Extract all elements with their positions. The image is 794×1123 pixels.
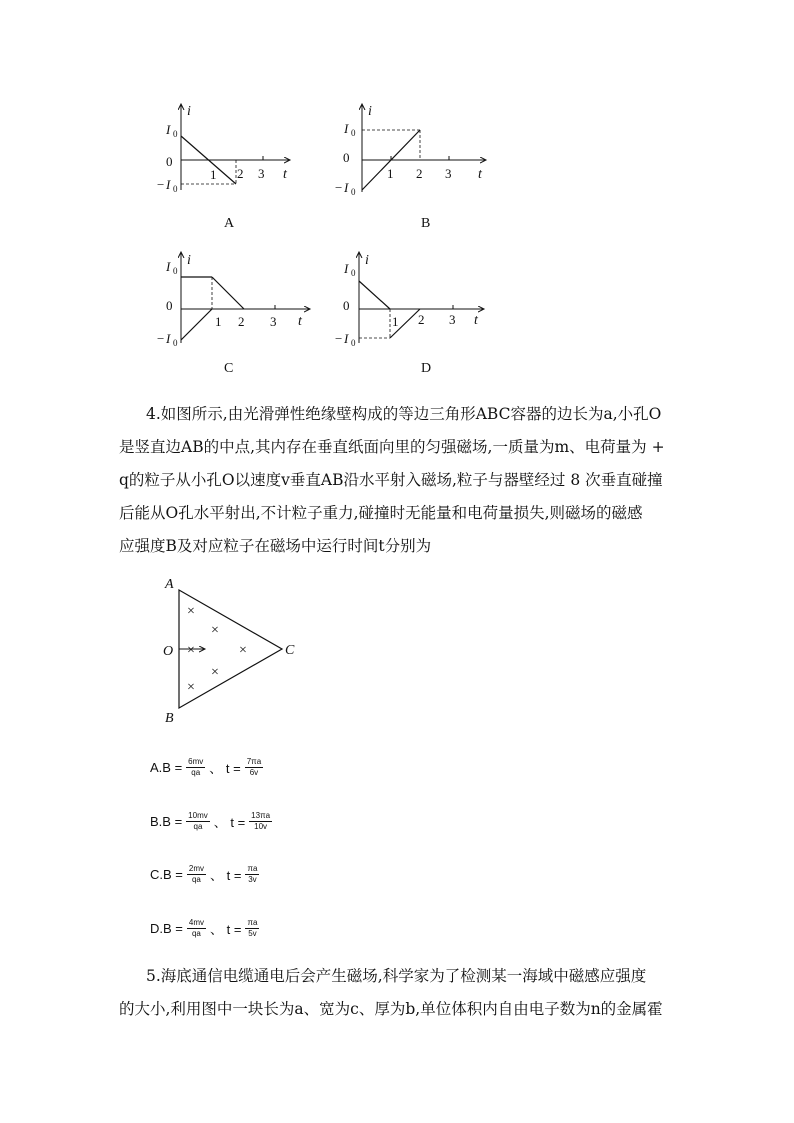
vertex-b-label: B xyxy=(165,711,174,726)
svg-text:1: 1 xyxy=(387,166,394,181)
graph-b xyxy=(335,104,486,197)
axis-t-label: t xyxy=(283,167,287,182)
axis-i-label: i xyxy=(187,104,191,119)
svg-text:3: 3 xyxy=(270,314,277,329)
svg-text:−: − xyxy=(157,177,165,192)
svg-text:0: 0 xyxy=(351,268,356,278)
svg-text:0: 0 xyxy=(343,150,350,165)
svg-text:0: 0 xyxy=(173,129,178,139)
svg-text:3: 3 xyxy=(449,312,456,327)
graph-panel xyxy=(0,0,794,390)
svg-text:0: 0 xyxy=(173,184,178,194)
svg-text:−: − xyxy=(335,180,343,195)
svg-text:I: I xyxy=(166,331,171,346)
svg-text:0: 0 xyxy=(351,338,356,348)
svg-text:0: 0 xyxy=(343,298,350,313)
q5-line-1: 5.海底通信电缆通电后会产生磁场,科学家为了检测某一海域中磁感应强度 xyxy=(146,967,647,985)
svg-text:3: 3 xyxy=(445,166,452,181)
svg-text:−: − xyxy=(157,331,165,346)
graph-c xyxy=(157,252,310,348)
vertex-a-label: A xyxy=(165,577,174,592)
q4-line-5: 应强度B及对应粒子在磁场中运行时间t分别为 xyxy=(119,537,432,555)
svg-text:×: × xyxy=(239,643,247,658)
vertex-c-label: C xyxy=(285,643,295,658)
option-c[interactable]: C.B = $\frac{2mv}{qa}$ 、 t = $\frac{\pi a}{3v}$ xyxy=(150,863,258,884)
svg-text:0: 0 xyxy=(351,128,356,138)
svg-text:×: × xyxy=(187,604,195,619)
graph-d xyxy=(335,252,484,348)
triangle-figure xyxy=(150,570,310,730)
caption-b: B xyxy=(421,216,431,231)
svg-text:0: 0 xyxy=(166,298,173,313)
current-line xyxy=(359,281,390,309)
question-4-text xyxy=(119,398,679,563)
svg-text:I: I xyxy=(344,261,349,276)
svg-text:×: × xyxy=(187,643,195,658)
option-b[interactable]: B.B = $\frac{10mv}{qa}$ 、 t = $\frac{13\pi a}{10v}$ xyxy=(150,810,271,831)
svg-text:0: 0 xyxy=(173,338,178,348)
hole-o-label: O xyxy=(163,644,174,659)
svg-text:I: I xyxy=(344,180,349,195)
svg-text:I: I xyxy=(166,259,171,274)
svg-text:t: t xyxy=(474,313,478,328)
svg-text:i: i xyxy=(368,104,372,119)
svg-text:0: 0 xyxy=(351,187,356,197)
svg-text:I: I xyxy=(166,177,171,192)
svg-text:0: 0 xyxy=(166,154,173,169)
svg-text:3: 3 xyxy=(258,166,265,181)
svg-text:2: 2 xyxy=(238,314,245,329)
svg-text:2: 2 xyxy=(416,166,423,181)
question-5-text xyxy=(119,960,679,1026)
caption-c: C xyxy=(224,361,234,376)
svg-text:1: 1 xyxy=(392,314,399,329)
svg-text:×: × xyxy=(211,665,219,680)
caption-d: D xyxy=(421,361,432,376)
svg-text:t: t xyxy=(478,167,482,182)
svg-text:2: 2 xyxy=(418,312,425,327)
q4-line-3: q的粒子从小孔O以速度v垂直AB沿水平射入磁场,粒子与器壁经过 8 次垂直碰撞 xyxy=(119,471,663,489)
current-line xyxy=(181,309,212,340)
svg-text:i: i xyxy=(187,253,191,268)
graph-a xyxy=(157,104,290,194)
svg-text:×: × xyxy=(211,623,219,638)
svg-text:2: 2 xyxy=(237,166,244,181)
svg-text:i: i xyxy=(365,253,369,268)
option-a[interactable]: A.B = $\frac{6mv}{qa}$ 、 t = $\frac{7\pi a}{6v}$ xyxy=(150,756,262,777)
svg-text:−: − xyxy=(335,331,343,346)
q4-line-1: 4.如图所示,由光滑弹性绝缘壁构成的等边三角形ABC容器的边长为a,小孔O xyxy=(146,405,662,423)
svg-text:I: I xyxy=(344,121,349,136)
svg-text:I: I xyxy=(344,331,349,346)
svg-text:1: 1 xyxy=(215,314,222,329)
q4-line-2: 是竖直边AB的中点,其内存在垂直纸面向里的匀强磁场,一质量为m、电荷量为 + xyxy=(119,438,665,456)
caption-a: A xyxy=(224,216,235,231)
svg-text:0: 0 xyxy=(173,266,178,276)
q4-line-4: 后能从O孔水平射出,不计粒子重力,碰撞时无能量和电荷量损失,则磁场的磁感 xyxy=(119,504,643,522)
svg-text:t: t xyxy=(298,314,302,329)
q5-line-2: 的大小,利用图中一块长为a、宽为c、厚为b,单位体积内自由电子数为n的金属霍 xyxy=(119,1000,663,1018)
svg-text:I: I xyxy=(166,122,171,137)
option-d[interactable]: D.B = $\frac{4mv}{qa}$ 、 t = $\frac{\pi a}{5v}$ xyxy=(150,917,258,938)
svg-text:×: × xyxy=(187,680,195,695)
svg-text:1: 1 xyxy=(210,167,217,182)
